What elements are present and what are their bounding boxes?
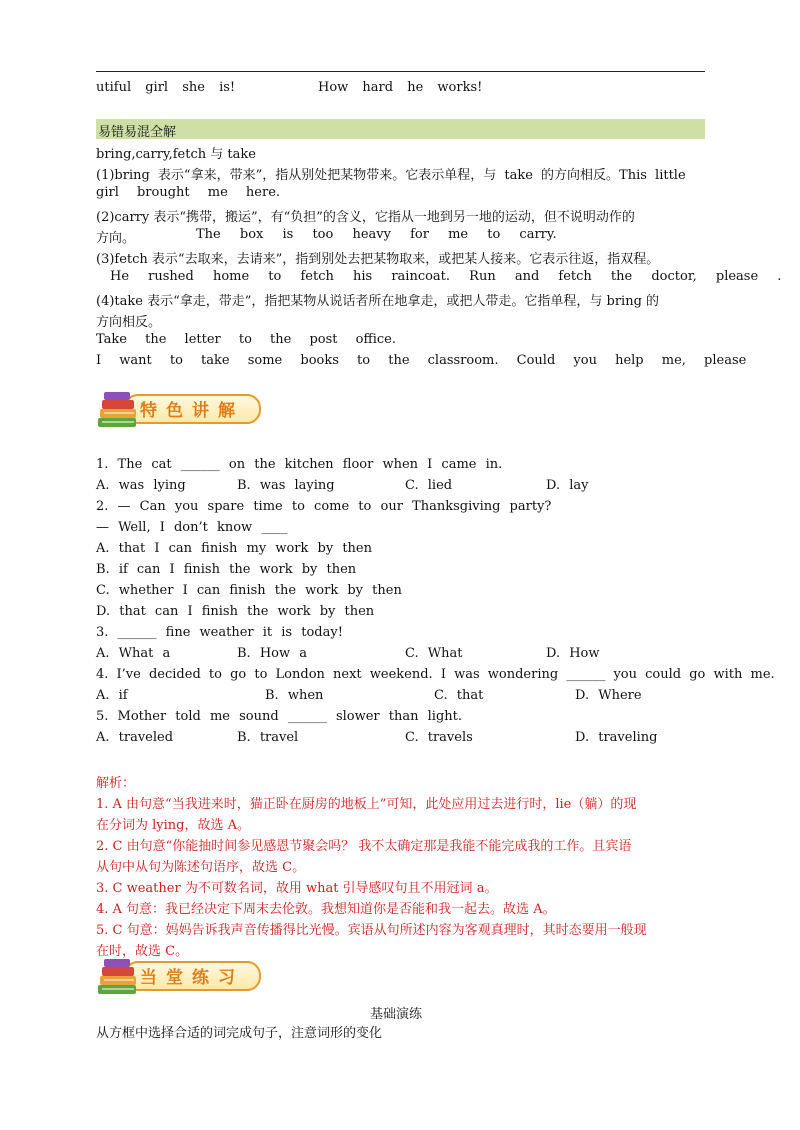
take-line-3: Take the letter to the post office. [96, 332, 396, 347]
top-left-text: utiful girl she is! [96, 80, 236, 95]
section-subtitle: bring,carry,fetch 与 take [96, 147, 256, 162]
q2-option-a: A. that I can finish my work by then [96, 541, 372, 556]
q3-option-a: A. What a [96, 646, 171, 661]
take-line-2: 方向相反。 [96, 315, 162, 330]
q4-option-d: D. Where [575, 688, 642, 703]
practice-instruction: 从方框中选择合适的词完成句子，注意词形的变化 [96, 1026, 383, 1041]
feature-banner [94, 388, 262, 434]
analysis-4: 4. A 句意：我已经决定下周末去伦敦。我想知道你是否能和我一起去。故选 A。 [96, 902, 556, 917]
question-3: 3. ______ fine weather it is today! [96, 625, 343, 640]
carry-line-1: (2)carry 表示“携带，搬运”，有“负担”的含义，它指从一地到另一地的运动，但不说明动作的 [96, 210, 635, 225]
q1-option-c: C. lied [405, 478, 453, 493]
q5-option-a: A. traveled [96, 730, 174, 745]
bring-line-2: girl brought me here. [96, 185, 281, 200]
q1-option-b: B. was laying [237, 478, 335, 493]
q1-option-a: A. was lying [96, 478, 186, 493]
top-right-text: How hard he works! [318, 80, 483, 95]
practice-heading: 基础演练 [370, 1007, 423, 1022]
banner-label: 特色讲解 [140, 401, 244, 421]
q5-option-b: B. travel [237, 730, 299, 745]
book-stack-icon [94, 388, 142, 434]
analysis-3: 3. C weather 为不可数名词，故用 what 引导感叹句且不用冠词 a。 [96, 881, 498, 896]
q4-option-b: B. when [265, 688, 324, 703]
question-4: 4. I’ve decided to go to London next weekend. I was wondering ______ you could go with me. [96, 667, 775, 682]
analysis-5-line-2: 在时，故选 C。 [96, 944, 189, 959]
section-header-bar [96, 119, 705, 139]
q5-option-c: C. travels [405, 730, 473, 745]
section-title: 易错易混全解 [98, 125, 177, 140]
carry-line-2a: 方向。 [96, 231, 136, 246]
analysis-2-line-1: 2. C 由句意“你能抽时间参见感恩节聚会吗？ 我不太确定那是我能不能完成我的工作。且宾语 [96, 839, 632, 854]
q2-option-c: C. whether I can finish the work by then [96, 583, 402, 598]
book-stack-icon [94, 955, 142, 1001]
analysis-1-line-2: 在分词为 lying，故选 A。 [96, 818, 251, 833]
question-2-line-2: — Well, I don’t know ____ [96, 520, 288, 535]
question-1: 1. The cat ______ on the kitchen floor when I came in. [96, 457, 503, 472]
analysis-5-line-1: 5. C 句意：妈妈告诉我声音传播得比光慢。宾语从句所述内容为客观真理时，其时态要用一般现 [96, 923, 647, 938]
analysis-title: 解析： [96, 776, 136, 791]
q2-option-b: B. if can I finish the work by then [96, 562, 357, 577]
q3-option-d: D. How [546, 646, 600, 661]
question-5: 5. Mother told me sound ______ slower than light. [96, 709, 462, 724]
bring-line-1: (1)bring 表示“拿来，带来”，指从别处把某物带来。它表示单程，与 take 的方向相反。This little [96, 168, 686, 183]
q4-option-a: A. if [96, 688, 128, 703]
take-line-4: I want to take some books to the classroom. Could you help me, please [96, 353, 747, 368]
top-rule [96, 71, 705, 72]
practice-banner [94, 955, 262, 1001]
analysis-2-line-2: 从句中从句为陈述句语序，故选 C。 [96, 860, 306, 875]
fetch-line-2: He rushed home to fetch his raincoat. Run and fetch the doctor, please . [110, 269, 782, 284]
analysis-1-line-1: 1. A 由句意“当我进来时，猫正卧在厨房的地板上”可知，此处应用过去进行时，lie（躺）的现 [96, 797, 637, 812]
fetch-line-1: (3)fetch 表示“去取来，去请来”，指到别处去把某物取来，或把某人接来。它表示往返，指双程。 [96, 252, 660, 267]
carry-line-2b: The box is too heavy for me to carry. [196, 227, 557, 242]
q4-option-c: C. that [434, 688, 484, 703]
q2-option-d: D. that can I finish the work by then [96, 604, 375, 619]
q3-option-b: B. How a [237, 646, 307, 661]
banner-label: 当堂练习 [140, 968, 244, 988]
q1-option-d: D. lay [546, 478, 589, 493]
q5-option-d: D. traveling [575, 730, 658, 745]
take-line-1: (4)take 表示“拿走，带走”，指把某物从说话者所在地拿走，或把人带走。它指单程，与 bring 的 [96, 294, 660, 309]
q3-option-c: C. What [405, 646, 463, 661]
question-2-line-1: 2. — Can you spare time to come to our Thanksgiving party? [96, 499, 552, 514]
